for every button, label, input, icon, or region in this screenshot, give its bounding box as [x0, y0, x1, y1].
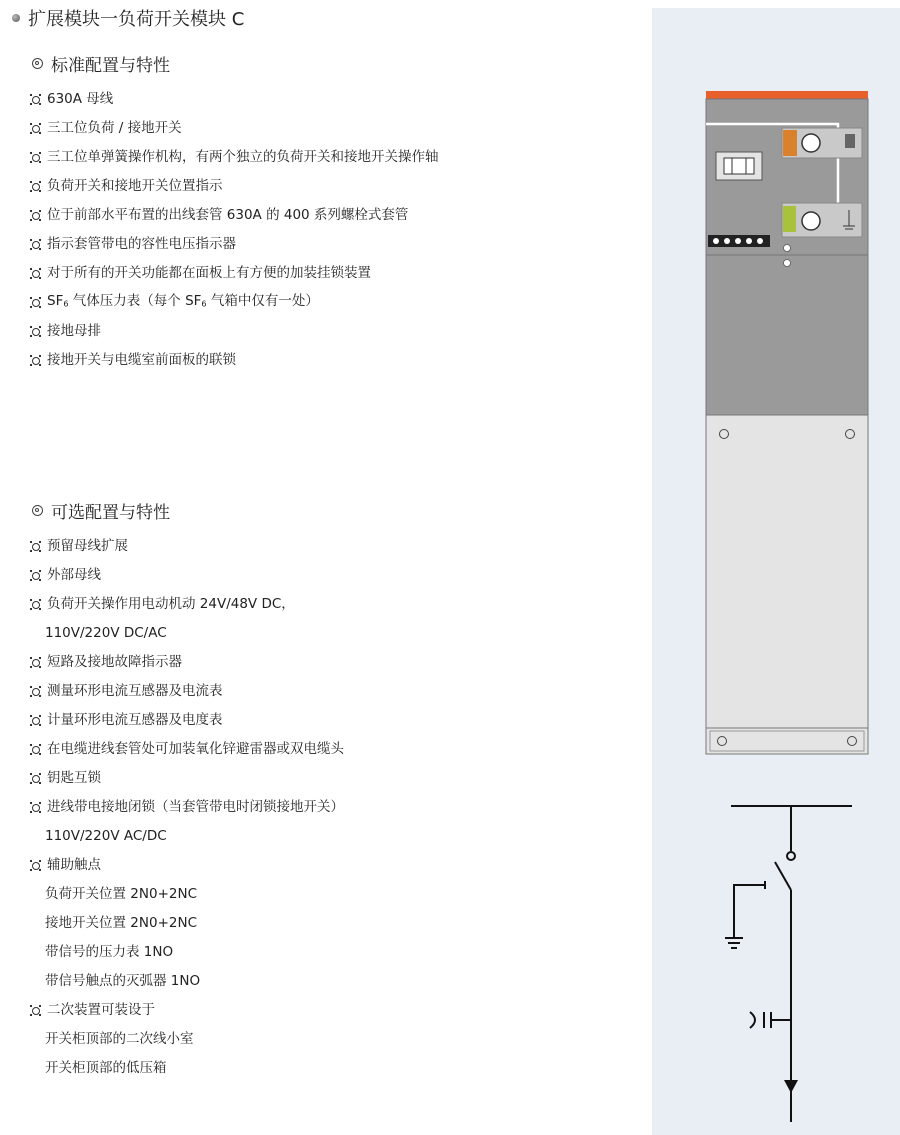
list-item: 110V/220V AC/DC	[45, 828, 167, 844]
cable-compartment-panel	[706, 415, 868, 728]
list-item: 开关柜顶部的二次线小室	[45, 1031, 194, 1047]
list-item: 负荷开关操作用电动机动 24V/48V DC，	[32, 590, 344, 619]
single-line-diagram	[725, 806, 852, 1122]
list-item: 计量环形电流互感器及电度表	[32, 706, 344, 735]
cabinet-top-strip	[706, 91, 868, 99]
list-item: 接地开关与电缆室前面板的联锁	[32, 346, 439, 375]
list-item: 短路及接地故障指示器	[32, 648, 344, 677]
list-item: $SF_6$ 气体压力表（每个 $SF_6$ 气箱中仅有一处）	[32, 288, 439, 317]
list-item: 进线带电接地闭锁（当套管带电时闭锁接地开关）	[32, 793, 344, 822]
list-item: 三工位单弹簧操作机构，有两个独立的负荷开关和接地开关操作轴	[32, 143, 439, 172]
list-item: 二次装置可装设于	[32, 996, 344, 1025]
cabinet-base	[706, 728, 868, 754]
list-item: 负荷开关和接地开关位置指示	[32, 172, 439, 201]
load-switch-indicator	[783, 130, 797, 156]
list-item: 位于前部水平布置的出线套管 630A 的 400 系列螺栓式套管	[32, 201, 439, 230]
standard-heading-text: 标准配置与特性	[51, 56, 170, 76]
cabinet-front-view	[706, 91, 868, 754]
list-item: 外部母线	[32, 561, 344, 590]
list-item: 630A 母线	[32, 85, 439, 114]
list-item: 指示套管带电的容性电压指示器	[32, 230, 439, 259]
list-item: 测量环形电流互感器及电流表	[32, 677, 344, 706]
earth-switch-indicator	[783, 206, 796, 232]
earth-switch-shaft-icon	[802, 212, 820, 230]
contact-symbol-icon	[787, 852, 795, 860]
list-item: 带信号触点的灭弧器 1NO	[45, 973, 201, 989]
list-item: 110V/220V DC/AC	[45, 625, 167, 641]
list-item: 钥匙互锁	[32, 764, 344, 793]
list-item: 负荷开关位置 2N0+2NC	[45, 886, 197, 902]
list-item: 带信号的压力表 1NO	[45, 944, 174, 960]
cable-outgoing-arrow-icon	[784, 1080, 798, 1093]
list-item: 三工位负荷 / 接地开关	[32, 114, 439, 143]
load-switch-shaft-icon	[802, 134, 820, 152]
page-title-text: 扩展模块一负荷开关模块 C	[28, 9, 245, 30]
list-item: 辅助触点	[32, 851, 344, 880]
list-item: 接地开关位置 2N0+2NC	[45, 915, 197, 931]
list-item: 预留母线扩展	[32, 532, 344, 561]
list-item: 开关柜顶部的低压箱	[45, 1060, 167, 1076]
load-switch-blade	[775, 862, 791, 890]
optional-heading-text: 可选配置与特性	[51, 503, 170, 523]
list-item: 在电缆进线套管处可加装氧化锌避雷器或双电缆头	[32, 735, 344, 764]
list-item: 接地母排	[32, 317, 439, 346]
earth-switch-branch	[734, 885, 765, 937]
list-item: 对于所有的开关功能都在面板上有方便的加装挂锁装置	[32, 259, 439, 288]
